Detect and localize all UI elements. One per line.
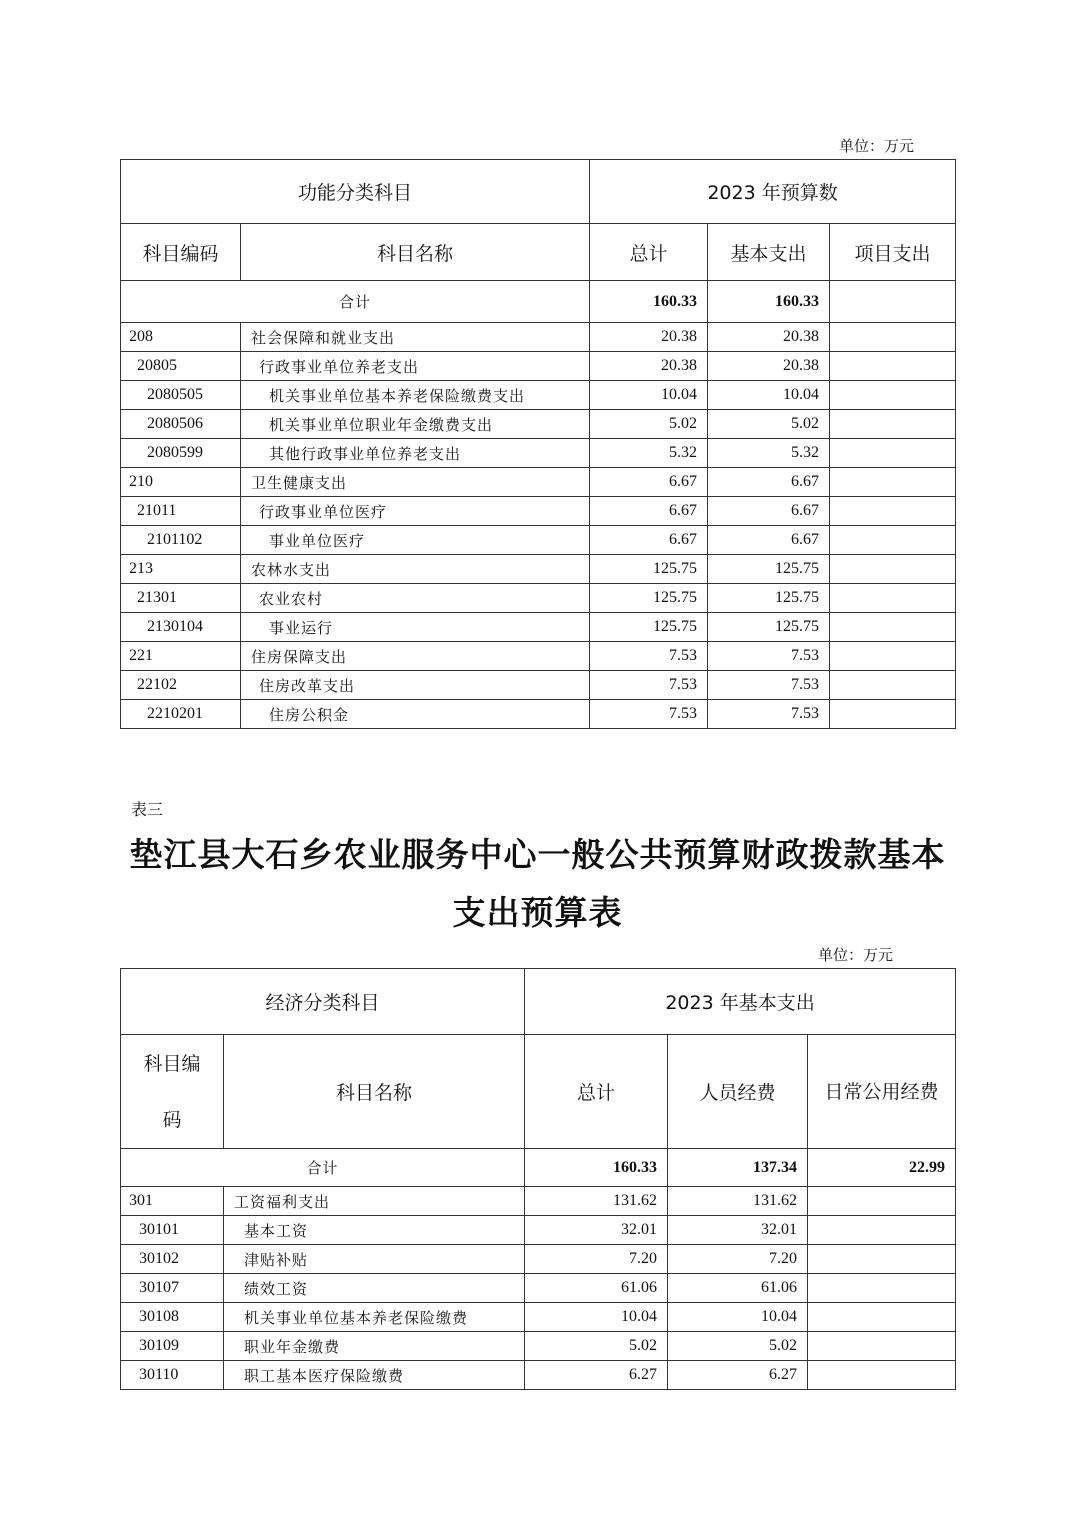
table-row: [121, 1274, 956, 1303]
cell-name: 基本工资: [224, 1216, 525, 1245]
total-row: [121, 281, 956, 323]
cell-project: [830, 439, 956, 468]
header-name: 科目名称: [224, 1035, 525, 1149]
cell-name: 工资福利支出: [224, 1187, 525, 1216]
cell-personnel: 10.04: [668, 1303, 808, 1332]
cell-basic: 125.75: [708, 613, 830, 642]
table-row: [121, 352, 956, 381]
cell-total: 32.01: [525, 1216, 668, 1245]
cell-public: [808, 1332, 956, 1361]
table-row: [121, 700, 956, 729]
total-value: 160.33: [525, 1149, 668, 1187]
cell-basic: 5.02: [708, 410, 830, 439]
header-public: 日常公用经费: [808, 1035, 956, 1149]
header-total: 总计: [525, 1035, 668, 1149]
cell-project: [830, 671, 956, 700]
header-name: 科目名称: [241, 224, 590, 281]
table-label: 表三: [131, 800, 164, 819]
header-budget-2023: 2023 年预算数: [590, 160, 956, 224]
cell-code: 221: [121, 642, 241, 671]
cell-total: 5.32: [590, 439, 708, 468]
cell-basic: 125.75: [708, 584, 830, 613]
cell-code: 2210201: [121, 700, 241, 729]
cell-total: 6.67: [590, 526, 708, 555]
basic-value: 160.33: [708, 281, 830, 323]
cell-name: 事业运行: [241, 613, 590, 642]
table3-unit: 单位：万元: [818, 948, 894, 964]
page-title: 垫江县大石乡农业服务中心一般公共预算财政拨款基本支出预算表: [129, 835, 946, 932]
cell-basic: 7.53: [708, 671, 830, 700]
table-row: [121, 439, 956, 468]
table-row: [121, 584, 956, 613]
cell-total: 125.75: [590, 584, 708, 613]
cell-basic: 7.53: [708, 642, 830, 671]
cell-name: 社会保障和就业支出: [241, 323, 590, 352]
cell-total: 10.04: [525, 1303, 668, 1332]
table-header-row: [121, 969, 956, 1035]
header-project: 项目支出: [830, 224, 956, 281]
cell-total: 7.53: [590, 700, 708, 729]
cell-personnel: 32.01: [668, 1216, 808, 1245]
cell-total: 5.02: [590, 410, 708, 439]
cell-total: 125.75: [590, 613, 708, 642]
header-basic: 基本支出: [708, 224, 830, 281]
cell-total: 7.20: [525, 1245, 668, 1274]
table2-unit: 单位：万元: [839, 139, 915, 155]
cell-project: [830, 381, 956, 410]
public-value: 22.99: [808, 1149, 956, 1187]
cell-basic: 10.04: [708, 381, 830, 410]
cell-project: [830, 642, 956, 671]
economic-budget-table: [120, 968, 956, 1390]
cell-name: 住房公积金: [241, 700, 590, 729]
cell-basic: 20.38: [708, 352, 830, 381]
personnel-value: 137.34: [668, 1149, 808, 1187]
cell-name: 行政事业单位养老支出: [241, 352, 590, 381]
cell-personnel: 131.62: [668, 1187, 808, 1216]
cell-code: 2080505: [121, 381, 241, 410]
cell-basic: 5.32: [708, 439, 830, 468]
cell-project: [830, 497, 956, 526]
cell-project: [830, 526, 956, 555]
table-row: [121, 497, 956, 526]
cell-code: 21301: [121, 584, 241, 613]
cell-code: 213: [121, 555, 241, 584]
cell-name: 农林水支出: [241, 555, 590, 584]
table-row: [121, 671, 956, 700]
cell-personnel: 61.06: [668, 1274, 808, 1303]
cell-total: 10.04: [590, 381, 708, 410]
cell-code: 30108: [121, 1303, 224, 1332]
table-header-row: [121, 1035, 956, 1149]
cell-total: 131.62: [525, 1187, 668, 1216]
cell-total: 6.67: [590, 497, 708, 526]
table-row: [121, 1245, 956, 1274]
cell-code: 21011: [121, 497, 241, 526]
cell-project: [830, 613, 956, 642]
cell-basic: 6.67: [708, 468, 830, 497]
cell-personnel: 5.02: [668, 1332, 808, 1361]
cell-code: 2080599: [121, 439, 241, 468]
cell-project: [830, 410, 956, 439]
cell-code: 20805: [121, 352, 241, 381]
cell-total: 125.75: [590, 555, 708, 584]
cell-total: 5.02: [525, 1332, 668, 1361]
total-row: [121, 1149, 956, 1187]
cell-code: 30107: [121, 1274, 224, 1303]
cell-project: [830, 468, 956, 497]
cell-name: 住房保障支出: [241, 642, 590, 671]
table-row: [121, 1303, 956, 1332]
cell-name: 绩效工资: [224, 1274, 525, 1303]
cell-public: [808, 1303, 956, 1332]
cell-personnel: 6.27: [668, 1361, 808, 1390]
cell-code: 30109: [121, 1332, 224, 1361]
total-label: 合计: [121, 1149, 525, 1187]
cell-name: 机关事业单位基本养老保险缴费支出: [241, 381, 590, 410]
cell-total: 20.38: [590, 323, 708, 352]
total-label: 合计: [121, 281, 590, 323]
total-value: 160.33: [590, 281, 708, 323]
function-budget-table: [120, 159, 956, 729]
cell-project: [830, 352, 956, 381]
header-function-category: 功能分类科目: [121, 160, 590, 224]
header-code: 科目编码: [121, 224, 241, 281]
header-personnel: 人员经费: [668, 1035, 808, 1149]
table-row: [121, 468, 956, 497]
table-row: [121, 1361, 956, 1390]
table-row: [121, 323, 956, 352]
table-row: [121, 1332, 956, 1361]
cell-personnel: 7.20: [668, 1245, 808, 1274]
header-economic-category: 经济分类科目: [121, 969, 525, 1035]
cell-code: 30102: [121, 1245, 224, 1274]
table-row: [121, 1216, 956, 1245]
cell-basic: 6.67: [708, 526, 830, 555]
cell-name: 住房改革支出: [241, 671, 590, 700]
header-basic-2023: 2023 年基本支出: [525, 969, 956, 1035]
cell-public: [808, 1274, 956, 1303]
cell-name: 事业单位医疗: [241, 526, 590, 555]
cell-code: 208: [121, 323, 241, 352]
cell-public: [808, 1361, 956, 1390]
cell-project: [830, 584, 956, 613]
cell-code: 210: [121, 468, 241, 497]
table-row: [121, 613, 956, 642]
cell-total: 6.67: [590, 468, 708, 497]
project-value: [830, 281, 956, 323]
cell-name: 卫生健康支出: [241, 468, 590, 497]
cell-public: [808, 1187, 956, 1216]
cell-basic: 125.75: [708, 555, 830, 584]
table-header-row: [121, 160, 956, 224]
cell-name: 职工基本医疗保险缴费: [224, 1361, 525, 1390]
table-row: [121, 526, 956, 555]
cell-basic: 6.67: [708, 497, 830, 526]
cell-project: [830, 323, 956, 352]
cell-code: 30101: [121, 1216, 224, 1245]
cell-total: 20.38: [590, 352, 708, 381]
cell-total: 7.53: [590, 671, 708, 700]
cell-total: 61.06: [525, 1274, 668, 1303]
cell-name: 机关事业单位基本养老保险缴费: [224, 1303, 525, 1332]
cell-name: 津贴补贴: [224, 1245, 525, 1274]
cell-code: 301: [121, 1187, 224, 1216]
cell-code: 22102: [121, 671, 241, 700]
cell-basic: 20.38: [708, 323, 830, 352]
cell-code: 2080506: [121, 410, 241, 439]
table-row: [121, 555, 956, 584]
cell-name: 农业农村: [241, 584, 590, 613]
cell-code: 2101102: [121, 526, 241, 555]
cell-public: [808, 1216, 956, 1245]
cell-basic: 7.53: [708, 700, 830, 729]
cell-project: [830, 700, 956, 729]
table-row: [121, 1187, 956, 1216]
table-row: [121, 381, 956, 410]
cell-total: 6.27: [525, 1361, 668, 1390]
cell-code: 30110: [121, 1361, 224, 1390]
header-total: 总计: [590, 224, 708, 281]
cell-project: [830, 555, 956, 584]
table-row: [121, 642, 956, 671]
cell-name: 其他行政事业单位养老支出: [241, 439, 590, 468]
cell-name: 职业年金缴费: [224, 1332, 525, 1361]
table-row: [121, 410, 956, 439]
cell-public: [808, 1245, 956, 1274]
cell-name: 行政事业单位医疗: [241, 497, 590, 526]
header-code: 科目编码: [121, 1035, 224, 1149]
cell-name: 机关事业单位职业年金缴费支出: [241, 410, 590, 439]
cell-total: 7.53: [590, 642, 708, 671]
cell-code: 2130104: [121, 613, 241, 642]
table-header-row: [121, 224, 956, 281]
